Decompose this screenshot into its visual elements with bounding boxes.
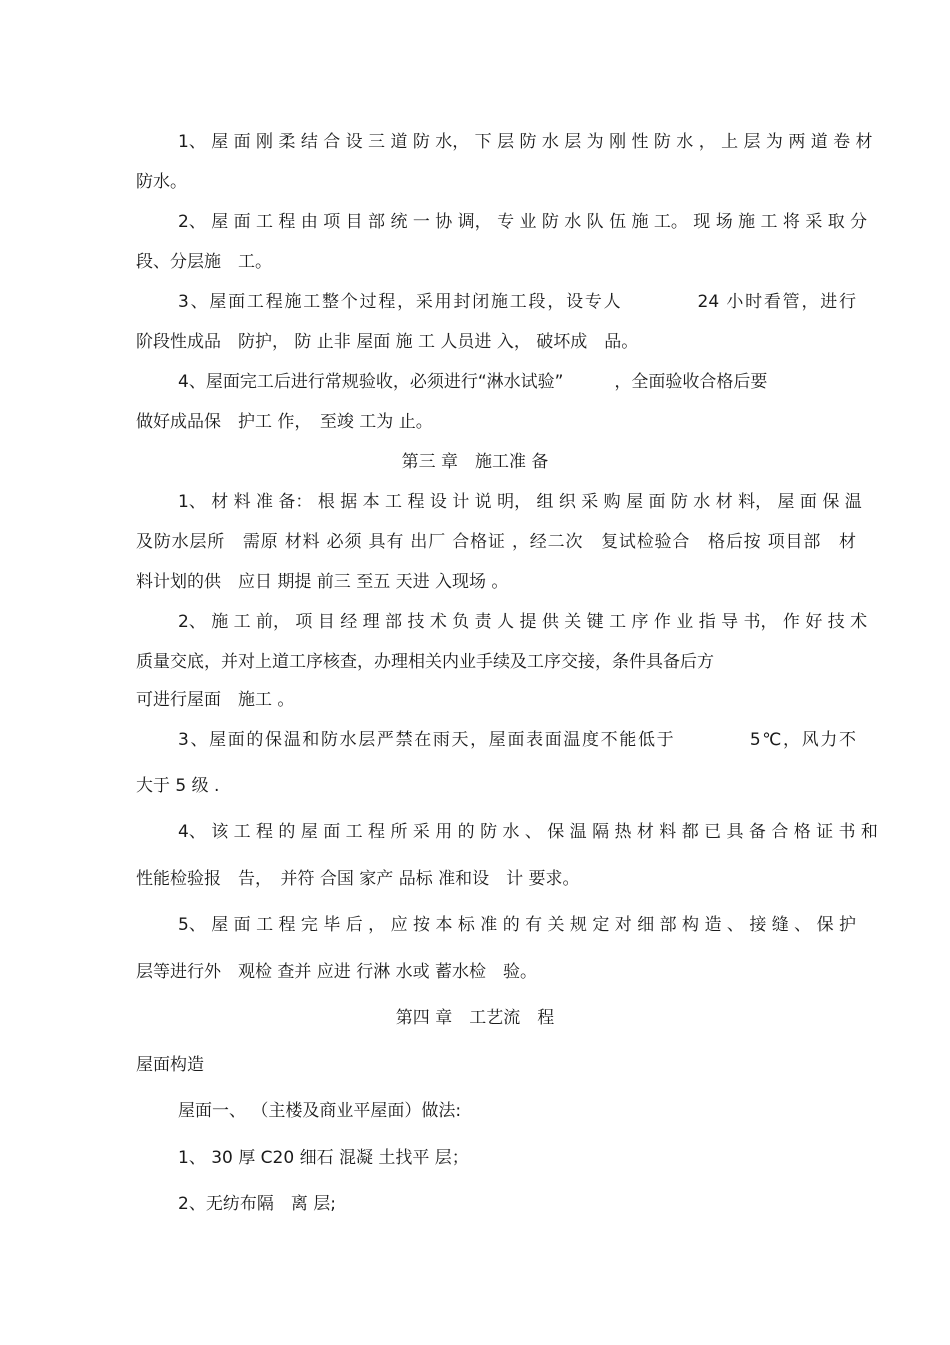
paragraph-line: 1、 材 料 准 备： 根 据 本 工 程 设 计 说 明， 组 织 采 购 屋 面 防 水 材 料， 屋 面 保 温 (178, 492, 862, 512)
paragraph-line: 4、 该 工 程 的 屋 面 工 程 所 采 用 的 防 水 、 保 温 隔 热 材 料 都 已 具 备 合 格 证 书 和 (178, 822, 878, 842)
paragraph-line: 做好成品保 护工 作， 至竣 工为 止。 (136, 412, 433, 432)
paragraph-line: 及防水层所 需原 材料 必须 具有 出厂 合格证 ，经二次 复试检验合 格后按 项目部 材 (136, 532, 856, 552)
paragraph-line: 大于 5 级 . (136, 776, 220, 796)
chapter-heading: 第四 章 工艺流 程 (395, 1008, 555, 1028)
paragraph-line: 4、屋面完工后进行常规验收，必须进行“淋水试验” ，全面验收合格后要 (178, 372, 768, 392)
paragraph-line: 质量交底，并对上道工序核查，办理相关内业手续及工序交接，条件具备后方 (136, 652, 714, 672)
paragraph-line: 料计划的供 应日 期提 前三 至五 天进 入现场 。 (136, 572, 509, 592)
section-label: 屋面构造 (136, 1055, 204, 1075)
paragraph-line: 1、 屋 面 刚 柔 结 合 设 三 道 防 水， 下 层 防 水 层 为 刚 性 防 水 ， 上 层 为 两 道 卷 材 (178, 132, 873, 152)
paragraph-line: 阶段性成品 防护， 防 止非 屋面 施 工 人员进 入， 破坏成 品。 (136, 332, 639, 352)
paragraph-line: 性能检验报 告， 并符 合国 家产 品标 准和设 计 要求。 (136, 869, 580, 889)
paragraph-line: 层等进行外 观检 查并 应进 行淋 水或 蓄水检 验。 (136, 962, 538, 982)
list-item: 2、无纺布隔 离 层; (178, 1194, 336, 1214)
paragraph-line: 屋面一、 （主楼及商业平屋面）做法: (178, 1101, 462, 1121)
paragraph-line: 防水。 (136, 172, 187, 192)
paragraph-line: 可进行屋面 施工 。 (136, 690, 295, 710)
list-item: 1、 30 厚 C20 细石 混凝 土找平 层； (178, 1148, 469, 1168)
paragraph-line: 5、 屋 面 工 程 完 毕 后 ， 应 按 本 标 准 的 有 关 规 定 对 细 部 构 造 、 接 缝 、 保 护 (178, 915, 856, 935)
paragraph-line: 段、分层施 工。 (136, 252, 272, 272)
paragraph-line: 3、屋面的保温和防水层严禁在雨天，屋面表面温度不能低于 5℃，风力不 (178, 730, 856, 750)
paragraph-line: 3、屋面工程施工整个过程，采用封闭施工段，设专人 24 小时看管，进行 (178, 292, 856, 312)
paragraph-line: 2、 屋 面 工 程 由 项 目 部 统 一 协 调， 专 业 防 水 队 伍 施 工。 现 场 施 工 将 采 取 分 (178, 212, 868, 232)
chapter-heading: 第三 章 施工准 备 (401, 452, 549, 472)
paragraph-line: 2、 施 工 前， 项 目 经 理 部 技 术 负 责 人 提 供 关 键 工 序 作 业 指 导 书， 作 好 技 术 (178, 612, 868, 632)
